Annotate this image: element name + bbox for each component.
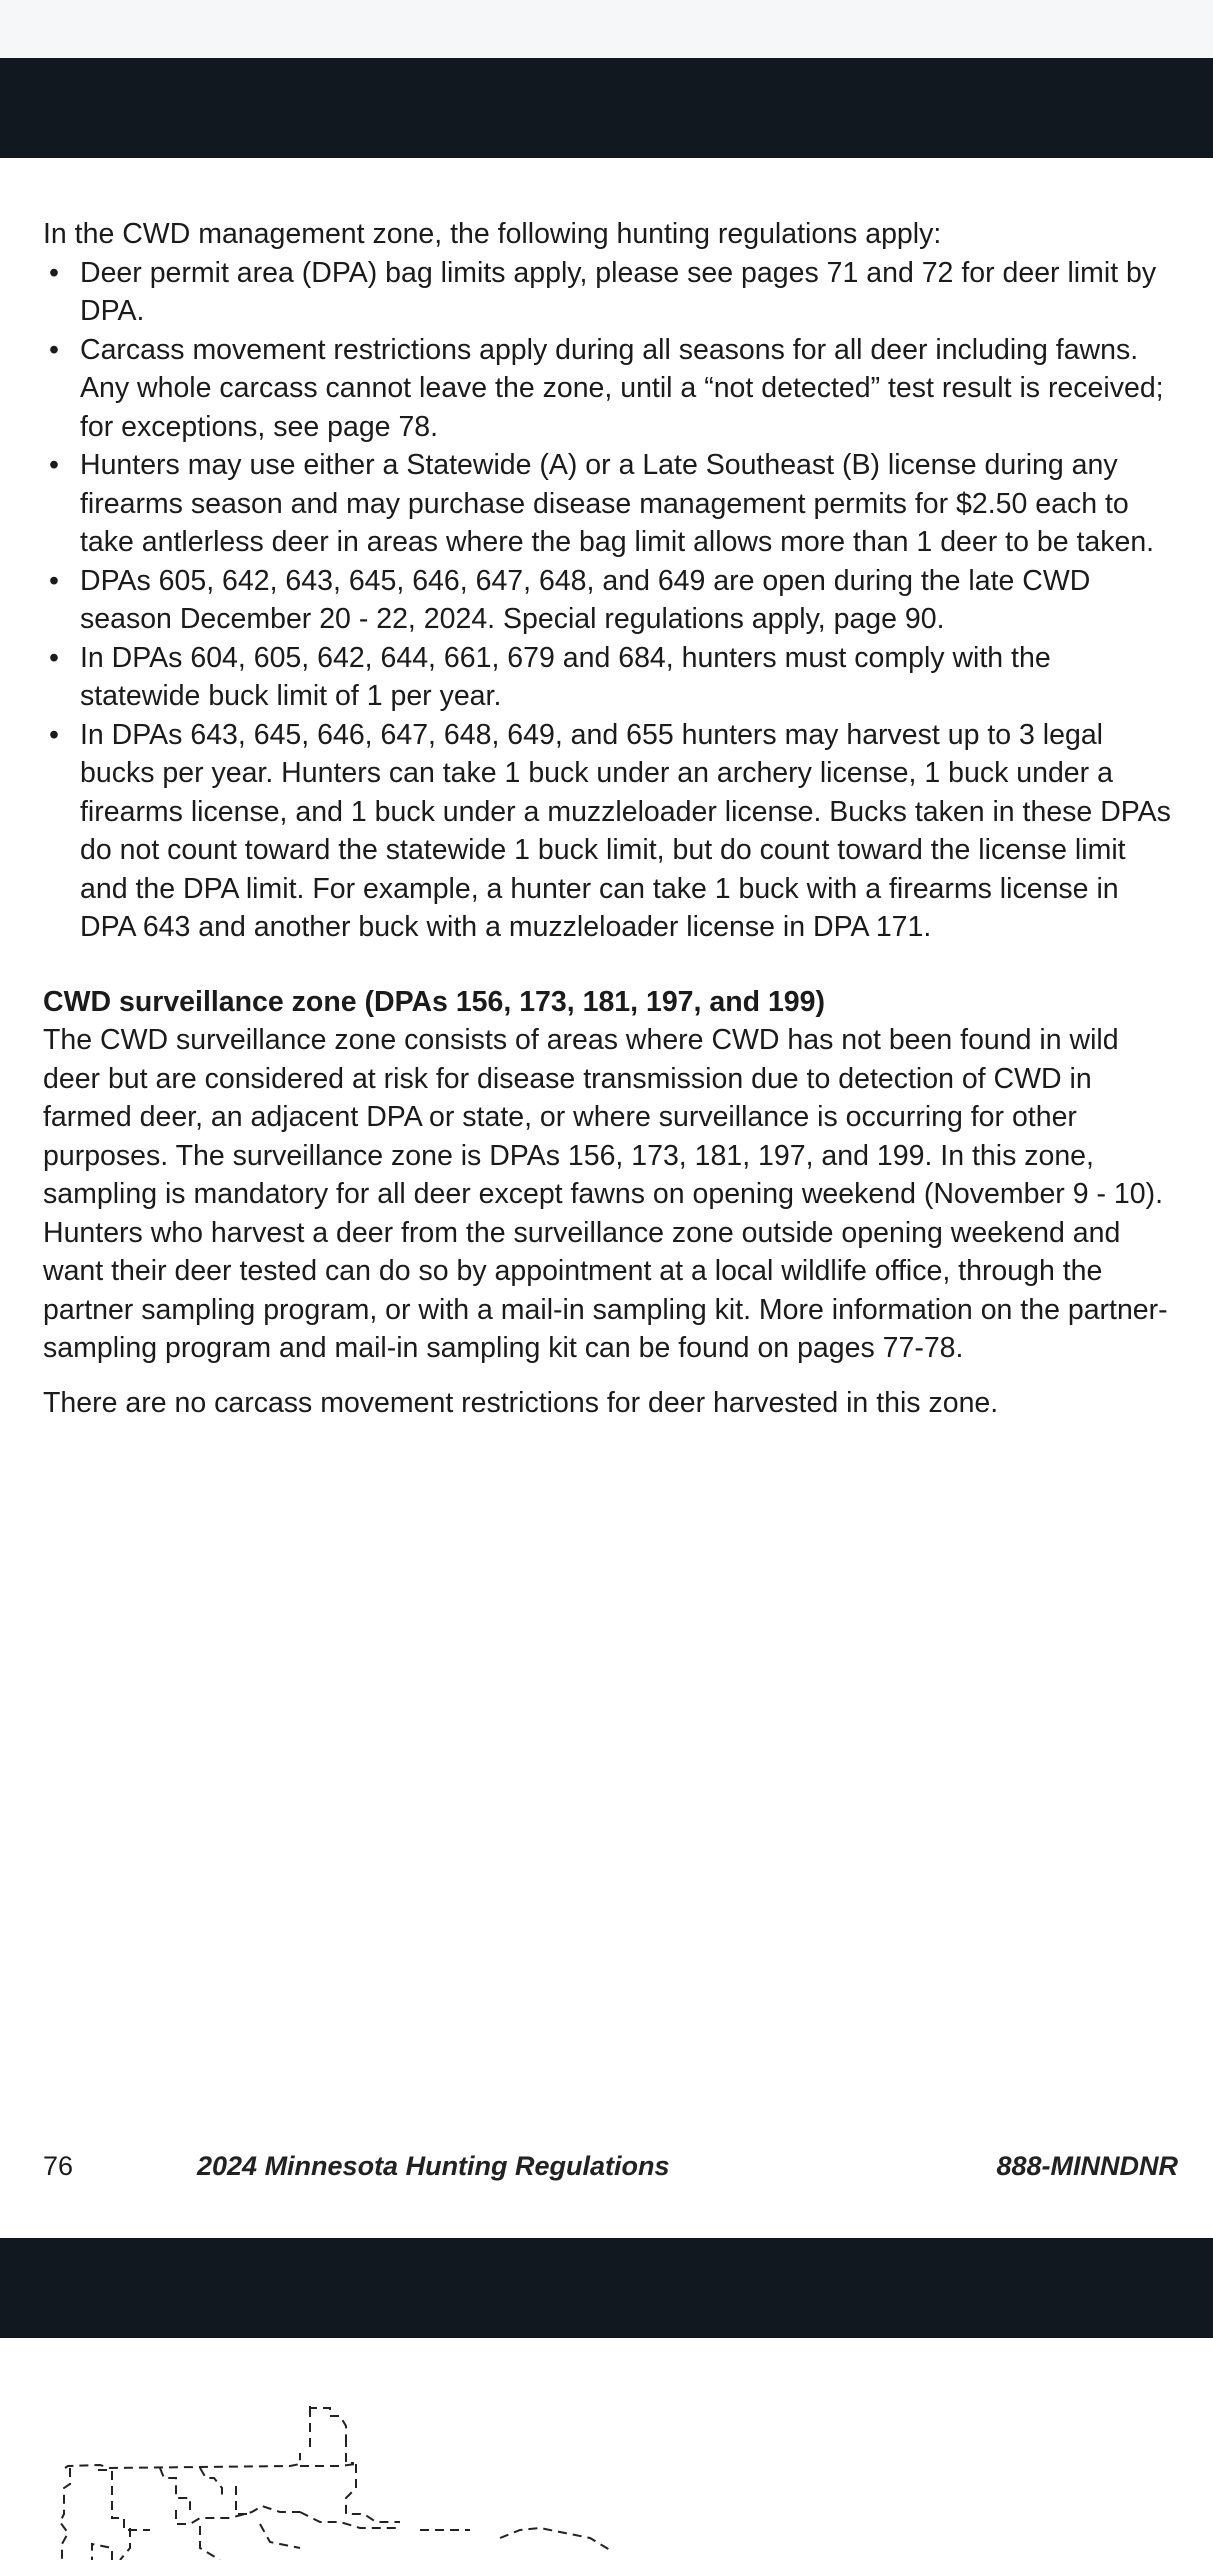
list-item: [43, 716, 1178, 947]
intro-text: In the CWD management zone, the following hunting regulations apply:: [43, 218, 942, 250]
map-outline-fragment: [0, 2338, 1213, 2560]
bullet-icon: •: [49, 641, 59, 674]
page-content: [43, 215, 1178, 1422]
list-item-text: In DPAs 604, 605, 642, 644, 661, 679 and 684, hunters must comply with the statewide buck limit of 1 per year.: [80, 641, 1051, 712]
list-item: [43, 446, 1178, 562]
list-item-text: In DPAs 643, 645, 646, 647, 648, 649, and 655 hunters may harvest up to 3 legal bucks per year. Hunters can take 1 buck under an archery license, 1 buck under a firearms license, and 1 buck under a muzzleloader license. Bucks taken in these DPAs do not count toward the statewide 1 buck limit, but do count toward the license limit and the DPA limit. For example, a hunter can take 1 buck with a firearms license in DPA 643 and another buck with a muzzleloader license in DPA 171.: [80, 718, 1171, 943]
surveillance-zone-body: The CWD surveillance zone consists of areas where CWD has not been found in wild deer but are considered at risk for disease transmission due to detection of CWD in farmed deer, an adjacent DPA or state, or where surveillance is occurring for other purposes. The surveillance zone is DPAs 156, 173, 181, 197, and 199. In this zone, sampling is mandatory for all deer except fawns on opening weekend (November 9 - 10). Hunters who harvest a deer from the surveillance zone outside opening weekend and want their deer tested can do so by appointment at a local wildlife office, through the partner sampling program, or with a mail-in sampling kit. More information on the partner-sampling program and mail-in sampling kit can be found on pages 77-78.: [43, 1024, 1168, 1364]
bullet-icon: •: [49, 333, 59, 366]
page-separator-band: [0, 58, 1213, 158]
list-item-text: Hunters may use either a Statewide (A) or a Late Southeast (B) license during any firearms season and may purchase disease management permits for $2.50 each to take antlerless deer in areas where the bag limit allows more than 1 deer to be taken.: [80, 449, 1155, 558]
carcass-note: There are no carcass movement restrictions for deer harvested in this zone.: [43, 1386, 999, 1419]
bullet-icon: •: [49, 256, 59, 289]
bullet-icon: •: [49, 718, 59, 751]
top-strip: [0, 0, 1213, 58]
list-item-text: DPAs 605, 642, 643, 645, 646, 647, 648, and 649 are open during the late CWD season December 20 - 22, 2024. Special regulations apply, page 90.: [80, 564, 1091, 635]
list-item: [43, 562, 1178, 639]
list-item-text: Carcass movement restrictions apply during all seasons for all deer including fawns. Any whole carcass cannot leave the zone, until a “not detected” test result is received; for exceptions, see page 78.: [80, 333, 1164, 443]
page-number: 76: [43, 2151, 74, 2181]
list-item: [43, 254, 1178, 331]
list-item: [43, 639, 1178, 716]
regulations-list: [43, 254, 1178, 947]
list-item: [43, 331, 1178, 447]
list-item-text: Deer permit area (DPA) bag limits apply, please see pages 71 and 72 for deer limit by DPA.: [80, 256, 1157, 327]
page-footer: [43, 2146, 1178, 2186]
bullet-icon: •: [49, 564, 59, 597]
phone-number: 888-MINNDNR: [996, 2151, 1178, 2181]
publication-title: 2024 Minnesota Hunting Regulations: [197, 2151, 670, 2181]
bullet-icon: •: [49, 449, 59, 481]
surveillance-zone-heading: CWD surveillance zone (DPAs 156, 173, 181, 197, and 199): [43, 985, 825, 1018]
page-separator-band: [0, 2238, 1213, 2338]
